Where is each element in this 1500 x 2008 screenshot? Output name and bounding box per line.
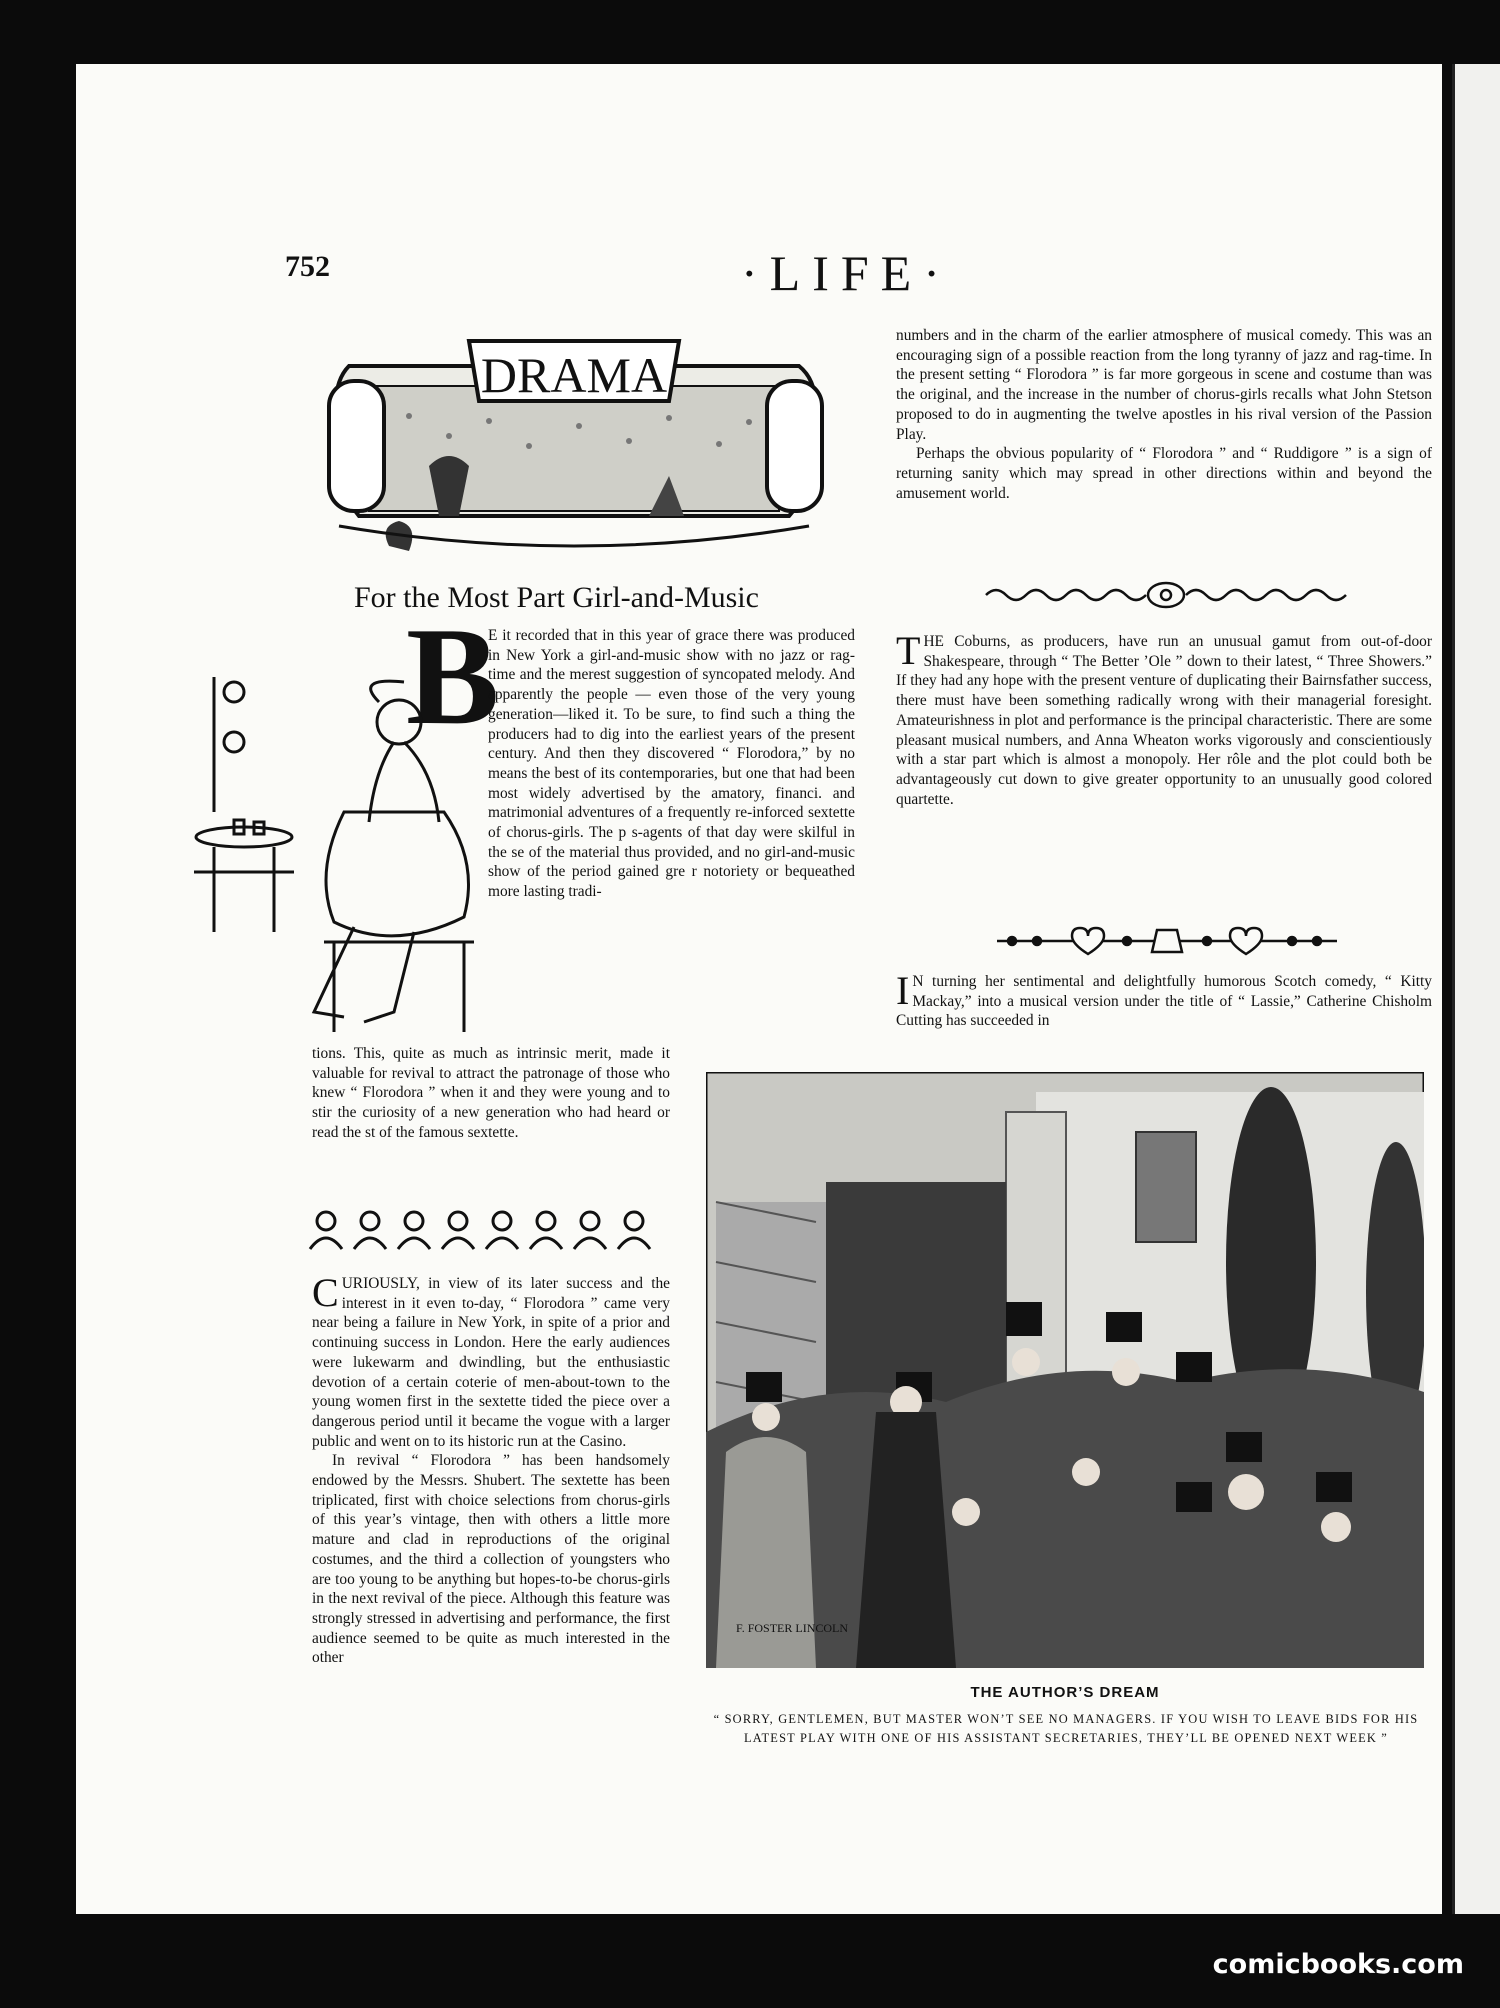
intro-dropcap: B bbox=[406, 599, 500, 754]
drama-banner-icon bbox=[319, 326, 832, 566]
curiously-text: URIOUSLY, in view of its later success and the interest in it even to-day, “ Florodora ” came very near being a failure in New York, in spite of a prior and continuing success in London. Here the early audiences were lukewarm and dwindling, but the enthusiastic devotion of a certain coterie of men-about-town to the young women first in the sextette tided the piece over a dangerous period until it became the vogue with a larger public and went on to its historic run at the Casino. bbox=[312, 1275, 670, 1450]
caption-title: THE AUTHOR’S DREAM bbox=[970, 1684, 1160, 1701]
lassie-text: N turning her sentimental and delightfully humorous Scotch comedy, “ Kitty Mackay,” into a musical version under the title of “ Lassie,” Catherine Chisholm Cutting has succeeded in bbox=[896, 973, 1432, 1030]
magazine-page bbox=[76, 64, 1442, 1914]
coburns-text: HE Coburns, as producers, have run an unusual gamut from out-of-door Shakespeare, through “ The Better ’Ole ” down to their latest, “ Three Showers.” If they had any hope with the present venture of duplicating their Bairnsfather success, there must have been something radically wrong with their managerial foresight. Amateurishness in plot and performance is the principal characteristic. There are some pleasant musical numbers, and Anna Wheaton works vigorously and conscientiously with a star part which is almost a monopoly. Her rôle and the plot could both be advantageously cut down to give greater opportunity to an unusually good colored quartette. bbox=[896, 633, 1432, 808]
sextette-heads-icon bbox=[306, 1209, 662, 1251]
watermark: comicbooks.com bbox=[1212, 1949, 1464, 1980]
intro-paragraph: E it recorded that in this year of grace there was produced in New York a girl-and-music show with no jazz or rag-time and the merest suggestion of syncopated melody. And apparently the people — even those of the very young generation—liked it. To be sure, to find such a thing the producers had to dig into the earliest years of the present century. And then they discovered “ Florodora,” by no means the best of its contemporaries, but one that had been most widely advertised by the amatory, financi. and matrimonial adventures of a frequently re-inforced sextette of chorus-girls. The p s-agents of that day were skilful in the se of the material thus provided, and no girl-and-music show of the period gained gre r notoriety or bequeathed more lasting tradi- bbox=[488, 627, 855, 901]
scroll-divider-icon bbox=[981, 580, 1351, 610]
caption-text: “ SORRY, GENTLEMEN, BUT MASTER WON’T SEE NO MANAGERS. IF YOU WISH TO LEAVE BIDS FOR HIS LATEST PLAY WITH ONE OF HIS ASSISTANT SECRETARIES, THEY’LL BE OPENED NEXT WEEK ” bbox=[713, 1712, 1419, 1745]
article-heading: For the Most Part Girl-and-Music bbox=[354, 581, 759, 614]
dancer-illustration-icon bbox=[194, 672, 504, 1040]
revival-paragraph: In revival “ Florodora ” has been handsomely endowed by the Messrs. Shubert. The sextette has been triplicated, first with choice selections from chorus-girls of this year’s vintage, then with others a little more mature and clad in reproductions of the original costumes, and the third a collection of youngsters who are too young to be anything but hopes-to-be chorus-girls in the next revival of the piece. Although this feature was strongly stressed in advertising and performance, the first audience seemed to be quite as much interested in the other bbox=[312, 1452, 670, 1667]
crowd-illustration-icon bbox=[706, 1072, 1424, 1668]
ruddigore-paragraph: Perhaps the obvious popularity of “ Florodora ” and “ Ruddigore ” is a sign of returning sanity which may spread in other directions within and beyond the amusement world. bbox=[896, 445, 1432, 502]
coburns-paragraph bbox=[896, 628, 1432, 809]
curiously-dropcap: C bbox=[312, 1270, 339, 1315]
masthead: ·LIFE· bbox=[741, 245, 952, 301]
drama-label: DRAMA bbox=[480, 347, 668, 403]
lassie-paragraph bbox=[896, 968, 1432, 1031]
coburns-dropcap: T bbox=[896, 628, 921, 673]
curiously-paragraph bbox=[312, 1270, 670, 1451]
hearts-divider-icon bbox=[992, 926, 1342, 956]
next-page-edge bbox=[1452, 64, 1500, 1914]
intro-continuation: tions. This, quite as much as intrinsic merit, made it valuable for revival to attract the patronage of those who knew “ Florodora ” when it and they were young and to stir the curiosity of a new generation who had heard or read the st of the famous sextette. bbox=[312, 1045, 670, 1141]
curiously-section bbox=[312, 1270, 670, 1668]
right-column-top bbox=[896, 326, 1432, 503]
illustration-signature: F. FOSTER LINCOLN bbox=[736, 1621, 849, 1635]
page-number: 752 bbox=[285, 250, 330, 283]
continuation-paragraph: numbers and in the charm of the earlier atmosphere of musical comedy. This was an encouraging sign of a possible reaction from the long tyranny of jazz and rag-time. In the present setting “ Florodora ” is far more gorgeous in scene and costume than was the original, and the increase in the number of chorus-girls recalls what John Stetson proposed to do in augmenting the twelve apostles in his rival version of the Passion Play. bbox=[896, 327, 1432, 443]
lassie-dropcap: I bbox=[896, 968, 910, 1013]
